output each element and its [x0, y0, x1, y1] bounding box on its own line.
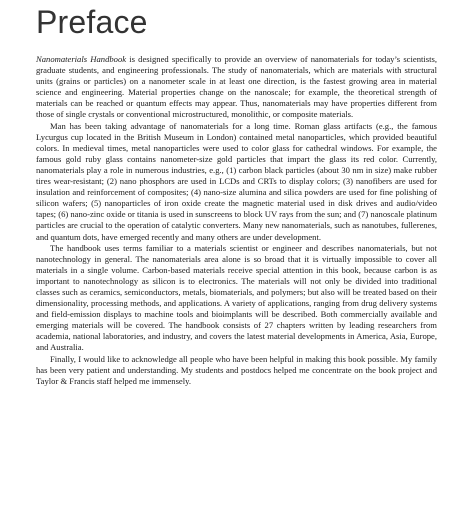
paragraph-intro-text: is designed specifically to provide an overview of nanomaterials for today’s scientists, graduate students, and engineering professionals. The study of nanomaterials, which are materials with structural units (grains or particles) on a nanometer scale in at least one direction, is the fastest growing area in material science and engineering. Material properties change on the nanoscale; for example, the theoretical strength of materials can be reached or quantum effects may appear. Thus, nanomaterials may have properties different from those of single crystals or conventional microstructured, monolithic, or composite materials.: [36, 54, 437, 120]
preface-page: [36, 4, 437, 387]
paragraph-history: Man has been taking advantage of nanomaterials for a long time. Roman glass artifacts (e.g., the famous Lycurgus cup located in the British Museum in London) contained metal nanoparticles, which provided beautiful colors. In medieval times, metal nanoparticles were used to color glass for cathedral windows. For example, the famous gold ruby glass contains nanometer-size gold particles that impart the glass its red color. Currently, nanomaterials play a role in numerous industries, e.g., (1) carbon black particles (about 30 nm in size) make rubber tires wear-resistant; (2) nano phosphors are used in LCDs and CRTs to display colors; (3) nanofibers are used for insulation and reinforcement of composites; (4) nano-size alumina and silica powders are used for fine polishing of silicon wafers; (5) nanoparticles of iron oxide create the magnetic material used in disk drives and audio/video tapes; (6) nano-zinc oxide or titania is used in sunscreens to block UV rays from the sun; and (7) nanoscale platinum particles are crucial to the operation of catalytic converters. Many new nanomaterials, such as nanotubes, fullerenes, and quantum dots, have emerged recently and many others are under development.: [36, 120, 437, 242]
paragraph-scope: The handbook uses terms familiar to a materials scientist or engineer and describes nanomaterials, but not nanotechnology in general. The nanomaterials area alone is so broad that it is virtually impossible to cover all materials in a single volume. Carbon-based materials receive special attention in this book, because carbon is as important to nanotechnology as silicon is to electronics. The materials will not only be divided into traditional classes such as ceramics, semiconductors, metals, biomaterials, and polymers; but also will be treated based on their dimensionality, processing methods, and applications. A variety of applications, ranging from drug delivery systems and field-emission displays to machine tools and bioimplants will be described. Both commercially available and emerging materials will be covered. The handbook consists of 27 chapters written by leading researchers from academia, national laboratories, and industry, and covers the latest material developments in America, Asia, Europe, and Australia.: [36, 242, 437, 353]
paragraph-acknowledgments: Finally, I would like to acknowledge all people who have been helpful in making this book possible. My family has been very patient and understanding. My students and postdocs helped me concentrate on the book project and Taylor & Francis staff helped me immensely.: [36, 353, 437, 386]
page-title: Preface: [36, 4, 148, 40]
book-title-emphasis: Nanomaterials Handbook: [36, 54, 127, 64]
paragraph-intro: [36, 54, 437, 121]
